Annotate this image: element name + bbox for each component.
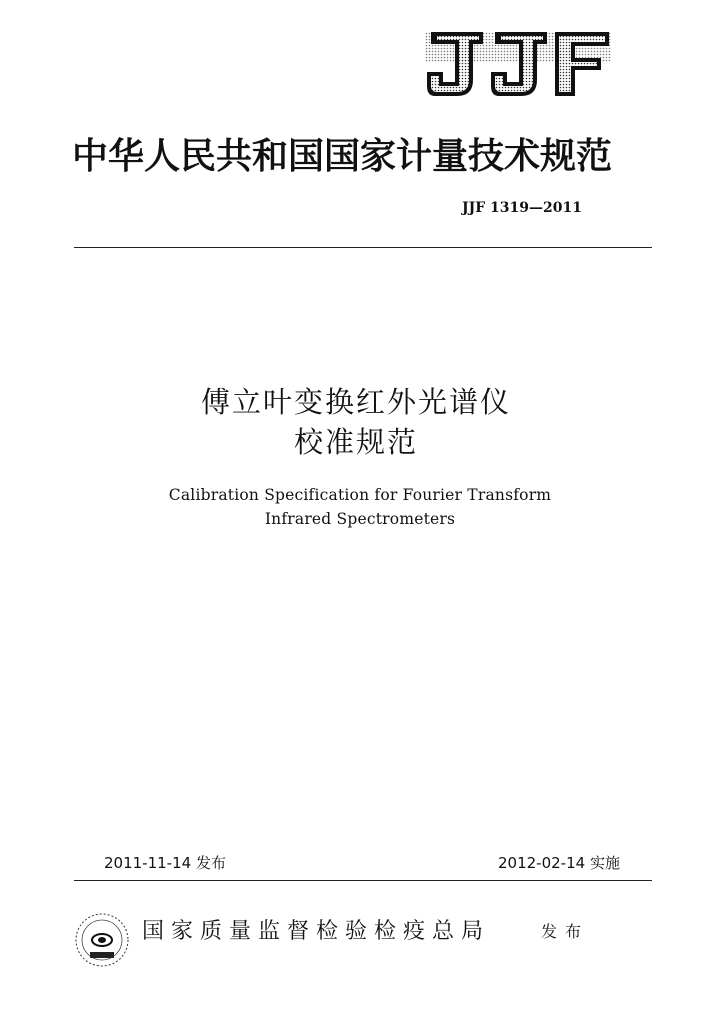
footer-divider bbox=[74, 880, 652, 881]
issuing-authority: 国家质量监督检验检疫总局 bbox=[142, 919, 491, 944]
logo-text: JJF bbox=[425, 26, 427, 27]
title-english-line1: Calibration Specification for Fourier Transform bbox=[168, 486, 552, 504]
effective-date: 2012-02-14 实施 bbox=[498, 854, 620, 872]
authority-seal-icon bbox=[72, 908, 136, 972]
header-divider bbox=[74, 247, 652, 248]
standard-category-title: 中华人民共和国国家计量技术规范 bbox=[72, 135, 613, 177]
standard-code: JJF 1319—2011 bbox=[462, 200, 582, 216]
publish-label: 发布 bbox=[541, 922, 590, 941]
title-chinese-line2: 校准规范 bbox=[293, 425, 418, 459]
title-english-line2: Infrared Spectrometers bbox=[264, 510, 456, 528]
jjf-logo bbox=[425, 26, 611, 100]
title-chinese-line1: 傅立叶变换红外光谱仪 bbox=[200, 385, 511, 419]
issue-date: 2011-11-14 发布 bbox=[104, 854, 226, 872]
